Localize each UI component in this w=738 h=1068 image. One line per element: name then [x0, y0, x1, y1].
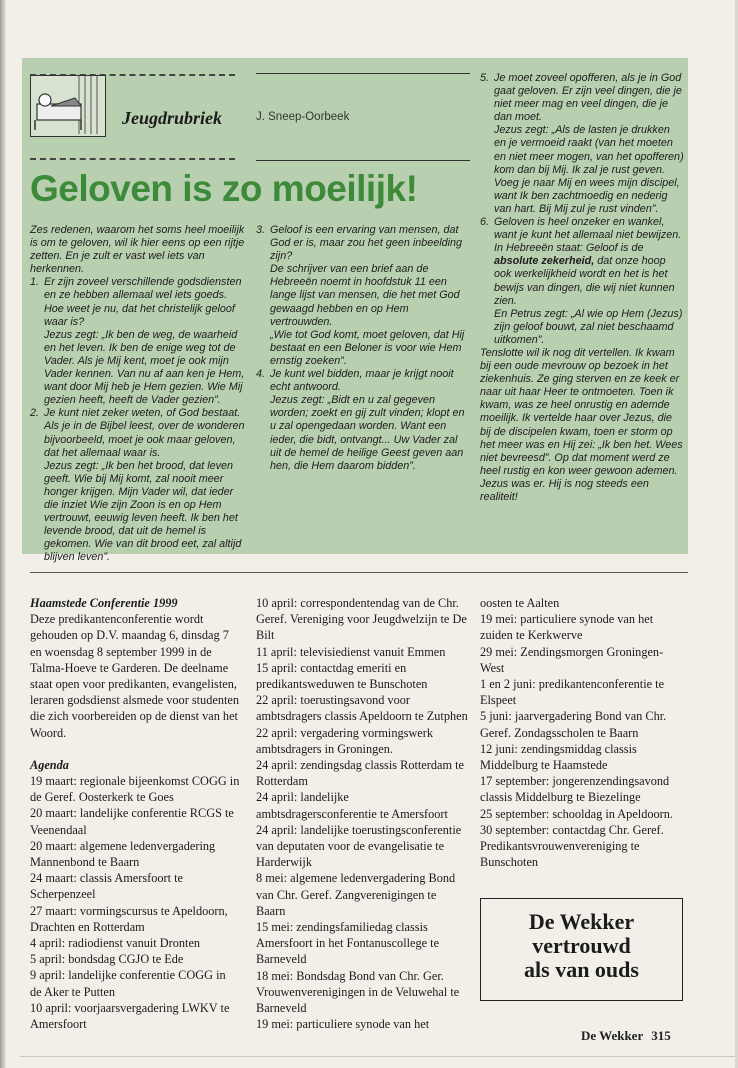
reason-quote: Jezus zegt: „Bidt en u zal gegeven worden; zoekt en gij zult vinden; klopt en u zal opengedaan worden. Want een ieder, die bidt, ontvangt... Uw Vader zal uit de hemel de heilige Geest geven aan hen, die Hem daarom bidden”. [270, 394, 465, 472]
reason-2 [30, 407, 245, 564]
reason-number: 6. [480, 216, 490, 229]
agenda-item: 27 maart: vormingscursus te Apeldoorn, Drachten en Rotterdam [30, 903, 228, 934]
header-dashed-rule-bottom [30, 158, 235, 160]
agenda-item: 5 juni: jaarvergadering Bond van Chr. Geref. Zondagsscholen te Baarn [480, 709, 667, 740]
article-closing: Tenslotte wil ik nog dit vertellen. Ik kwam bij een oude mevrouw op bezoek in het ziekenhuis. Ze ging sterven en ze keek er naar uit haar Heer te ontmoeten. Toen ik kwam, was ze heel onrustig en ademde moeilijk. Ik vertelde haar over Jezus, die bij de discipelen kwam, toen er storm op het meer was en Hij zei: „Ik ben het. Wees niet bevreesd”. Op dat moment werd ze heel rustig en kon weer gewoon ademen. Jezus was er. Hij is nog steeds een realiteit! [480, 346, 683, 503]
wekker-advertisement [480, 898, 683, 1001]
reason-text: Er zijn zoveel verschillende godsdiensten en ze hebben allemaal wel iets goeds. Hoe weet je nu, dat het christelijk geloof waar is? [44, 276, 242, 328]
agenda-item: 18 mei: Bondsdag Bond van Chr. Ger. Vrouwenverenigingen in de Veluwehal te Barneveld [256, 968, 460, 1016]
agenda-heading: Agenda [30, 757, 69, 772]
agenda-item: 24 april: landelijke toerustingsconferentie van deputaten voor de evangelisatie te Harderwijk [256, 822, 462, 870]
agenda-item: 9 april: landelijke conferentie COGG in de Aker te Putten [30, 968, 226, 999]
author-rule-top [256, 73, 470, 74]
agenda-item: 19 mei: particuliere synode van het [256, 1017, 430, 1032]
reason-quote: Jezus zegt: „Als de lasten je drukken en je vermoeid raakt (van het moeten en niet meer mogen, van het opofferen) kom dan bij Mij. Ik zal je rust geven. Voeg je naar Mij en wees mijn discipel, want Ik ben zachtmoedig en nederig van hart. Bij Mij zul je rust vinden”. [494, 124, 684, 215]
agenda-item: 22 april: vergadering vormingswerk ambtsdragers in Groningen. [256, 725, 434, 756]
page-bottom-rule [20, 1056, 735, 1057]
emphasis-text: absolute zekerheid, [494, 255, 595, 268]
agenda-item: 22 april: toerustingsavond voor ambtsdragers classis Apeldoorn te Zutphen [256, 693, 468, 724]
agenda-item: 24 maart: classis Amersfoort te Scherpenzeel [30, 871, 183, 902]
agenda-item: 4 april: radiodienst vanuit Dronten [30, 936, 201, 951]
ad-line-3: als van ouds [524, 957, 639, 982]
notices-column-3 [480, 595, 686, 870]
agenda-item: 20 maart: landelijke conferentie RCGS te Veenendaal [30, 806, 234, 837]
reason-number: 4. [256, 368, 266, 381]
reason-number: 1. [30, 276, 40, 289]
agenda-item: 17 september: jongerenzendingsavond classis Middelburg te Biezelinge [480, 774, 670, 805]
agenda-item: 12 juni: zendingsmiddag classis Middelburg te Haamstede [480, 741, 637, 773]
agenda-item: 5 april: bondsdag CGJO te Ede [30, 952, 184, 967]
agenda-item: 11 april: televisiedienst vanuit Emmen [256, 644, 446, 659]
conference-heading: Haamstede Conferentie 1999 [30, 596, 178, 610]
rubric-logo-illustration [30, 75, 106, 137]
reason-1 [30, 276, 245, 407]
agenda-item: 29 mei: Zendingsmorgen Groningen-West [480, 644, 664, 675]
article-column-2 [256, 224, 470, 473]
article-title: Geloven is zo moeilijk! [30, 168, 418, 209]
footer-publication: De Wekker [581, 1028, 644, 1043]
agenda-item: 15 april: contactdag emeriti en predikantsweduwen te Bunschoten [256, 660, 428, 692]
reason-text: Je kunt wel bidden, maar je krijgt nooit echt antwoord. [270, 368, 454, 394]
agenda-item: 30 september: contactdag Chr. Geref. Predikantsvrouwenvereniging te Bunschoten [480, 822, 664, 870]
agenda-item: 24 april: landelijke ambtsdragersconferentie te Amersfoort [256, 790, 448, 821]
article-column-1 [30, 224, 245, 564]
reason-quote: „Wie tot God komt, moet geloven, dat Hij bestaat en een Beloner is voor wie Hem ernstig zoeken”. [270, 328, 465, 367]
page-number: 315 [651, 1028, 671, 1043]
reason-quote: Jezus zegt: „Ik ben het brood, dat leven geeft. Wie bij Mij komt, zal nooit meer honger krijgen. Mijn Vader wil, dat ieder die inziet Wie zijn Zoon is en op Hem vertrouwt, eeuwig leven heeft. Ik ben het levende brood, dat uit de hemel is gekomen. Wie van dit brood eet, zal altijd blijven leven”. [44, 459, 242, 564]
reason-explanation [494, 242, 684, 307]
agenda-item: 20 maart: algemene ledenvergadering Mannenbond te Baarn [30, 838, 216, 870]
rubric-title: Jeugdrubriek [122, 108, 223, 128]
reason-quote: En Petrus zegt: „Al wie op Hem (Jezus) zijn geloof bouwt, zal niet beschaamd uitkomen”. [494, 307, 683, 346]
reason-text: Geloof is een ervaring van mensen, dat God er is, maar zou het geen inbeelding zijn? [270, 224, 463, 263]
reason-text: Je kunt niet zeker weten, of God bestaat. Als je in de Bijbel leest, over de wonderen bijvoorbeeld, moet je ook maar geloven, dat het allemaal waar is. [44, 407, 245, 459]
agenda-item: 15 mei: zendingsfamiliedag classis Amersfoort in het Fontanuscollege te Barneveld [256, 920, 440, 967]
agenda-item: 19 mei: particuliere synode van het zuiden te Kerkwerve [480, 612, 654, 643]
reason-4 [256, 368, 470, 473]
ad-line-1: De Wekker [528, 909, 635, 934]
section-divider [30, 572, 688, 573]
notices-column-1 [30, 595, 240, 1032]
reason-6 [480, 216, 684, 347]
reason-number: 3. [256, 224, 266, 236]
agenda-item: 10 april: voorjaarsvergadering LWKV te Amersfoort [30, 1000, 230, 1032]
article-author: J. Sneep-Oorbeek [256, 111, 350, 123]
author-rule-bottom [256, 160, 470, 161]
reason-3 [256, 224, 470, 368]
conference-text: Deze predikantenconferentie wordt gehouden op D.V. maandag 6, dinsdag 7 en woensdag 8 september 1999 in de Talma-Hoeve te Garderen. De deelname staat open voor predikanten, evangelisten, leraren godsdienst alsmede voor studenten die zich voorbereiden op de dienst van het Woord. [30, 612, 239, 740]
page-footer [581, 1028, 671, 1044]
reason-5 [480, 72, 684, 216]
reason-quote: Jezus zegt: „Ik ben de weg, de waarheid en het leven. Ik ben de enige weg tot de Vader. Als je Mij kent, moet je ook mijn Vader kennen. Van nu af aan ken je Hem, want door Mij heb je Hem gezien. Wie Mij gezien heeft, heeft de Vader gezien”. [44, 328, 245, 407]
agenda-item: oosten te Aalten [480, 596, 560, 610]
reason-number: 2. [30, 407, 40, 420]
reason-text: Geloven is heel onzeker en wankel, want je kunt het allemaal niet bewijzen. [494, 216, 682, 242]
agenda-item: 19 maart: regionale bijeenkomst COGG in de Geref. Oosterkerk te Goes [30, 774, 240, 805]
agenda-item: 10 april: correspondentendag van de Chr. Geref. Vereniging voor Jeugdwelzijn te De Bilt [256, 596, 467, 643]
reason-number: 5. [480, 72, 490, 84]
notices-column-2 [256, 595, 468, 1032]
ad-line-2: vertrouwd [532, 933, 631, 958]
explanation-start: In Hebreeën staat: Geloof is de [494, 242, 644, 255]
article-column-3 [480, 72, 684, 504]
explanation-end: dat onze hoop ook werkelijkheid wordt en het is het bewijs van dingen, die wij niet kunnen zien. [494, 255, 675, 307]
agenda-item: 25 september: schooldag in Apeldoorn. [480, 806, 673, 821]
page-binding-edge [0, 0, 6, 1068]
reason-quote: De schrijver van een brief aan de Hebreeën noemt in hoofdstuk 11 een lange lijst van mensen, die het met God gewaagd hebben en op Hem vertrouwden. [270, 263, 460, 328]
agenda-item: 8 mei: algemene ledenvergadering Bond van Chr. Geref. Zangverenigingen te Baarn [256, 871, 456, 918]
article-intro: Zes redenen, waarom het soms heel moeilijk is om te geloven, wil ik hier eens op een rijtje zetten. En je zult er vast wel iets van herkennen. [30, 224, 245, 276]
reason-text: Je moet zoveel opofferen, als je in God gaat geloven. Er zijn veel dingen, die je niet meer mag en veel dingen, die je dan moet. [494, 72, 682, 124]
agenda-item: 24 april: zendingsdag classis Rotterdam te Rotterdam [256, 758, 464, 789]
agenda-item: 1 en 2 juni: predikantenconferentie te Elspeet [480, 677, 665, 708]
